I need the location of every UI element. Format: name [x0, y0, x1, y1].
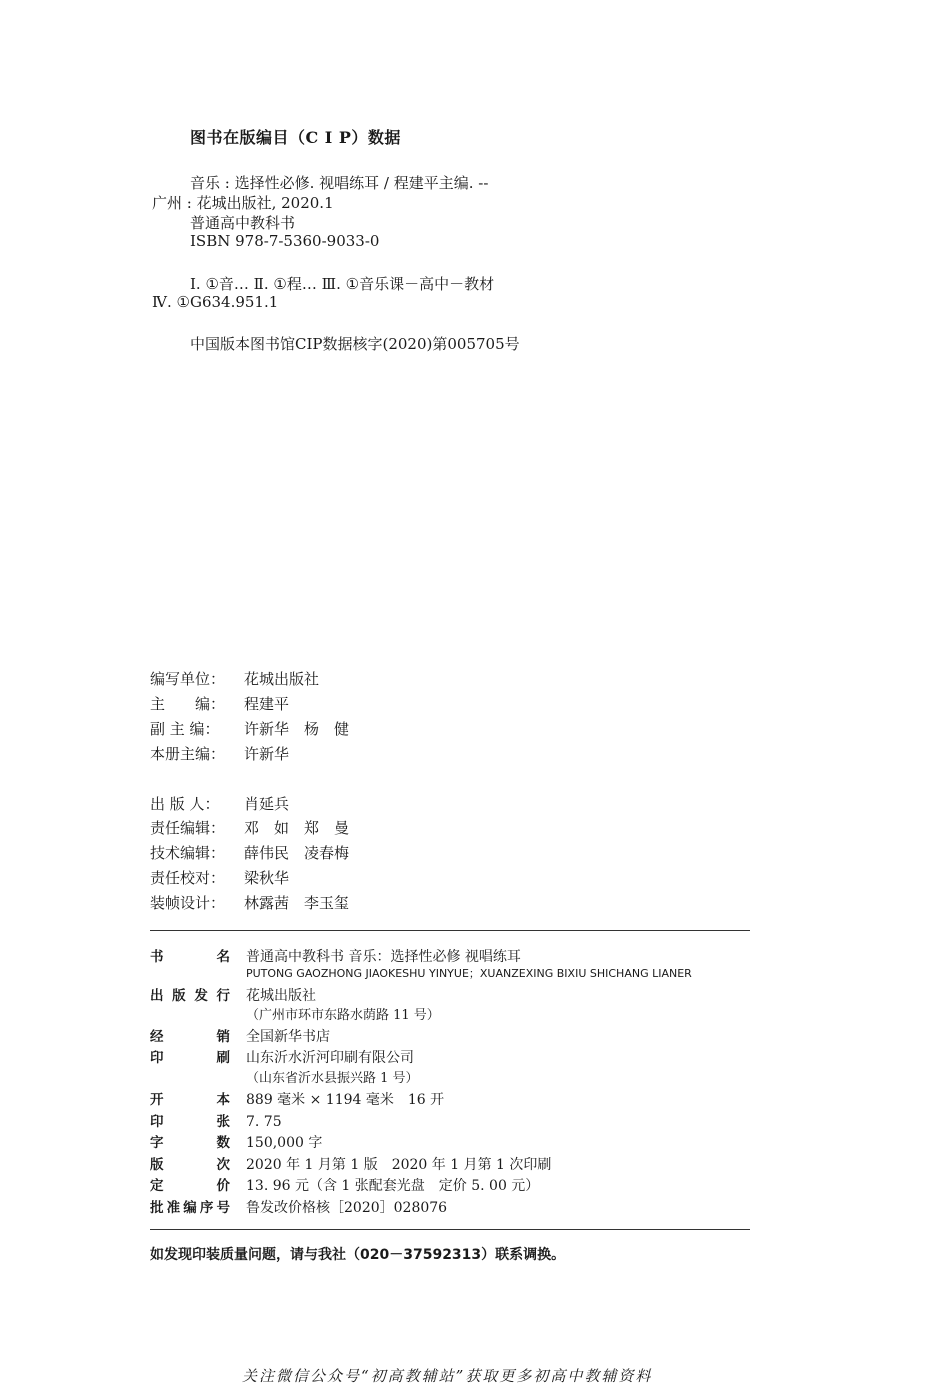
info-label: 字数 [150, 1135, 230, 1151]
info-row-approval [150, 1196, 447, 1217]
info-row-words [150, 1131, 322, 1152]
info-row-sheets [150, 1110, 282, 1130]
info-value: 889 毫米 × 1194 毫米 16 开 [246, 1092, 445, 1108]
info-row-price [150, 1174, 539, 1195]
credit-label: 编写单位： [150, 670, 226, 688]
info-value: 13. 96 元（含 1 张配套光盘 定价 5. 00 元） [246, 1178, 540, 1194]
credit-value: 许新华 [244, 745, 290, 763]
info-label: 经销 [150, 1029, 230, 1045]
footer-watermark-text: 关注微信公众号“初高教辅站”获取更多初高中教辅资料 [242, 1367, 653, 1385]
cip-line-2: 广州 : 花城出版社, 2020.1 [152, 194, 334, 212]
info-label: 版次 [150, 1157, 230, 1173]
credit-row [150, 743, 289, 764]
credit-label: 出 版 人： [150, 795, 220, 813]
info-value: 鲁发改价格核［2020］028076 [246, 1200, 448, 1216]
cip-line-3: 普通高中教科书 [190, 214, 296, 232]
credit-label: 本册主编： [150, 745, 226, 763]
credit-label: 责任编辑： [150, 819, 226, 837]
credit-value: 程建平 [244, 695, 290, 713]
credit-label: 责任校对： [150, 869, 226, 887]
credit-row [150, 817, 349, 838]
credit-value: 邓 如 郑 曼 [244, 819, 350, 837]
bottom-divider [150, 1229, 750, 1230]
info-label: 出版发行 [150, 988, 230, 1004]
credit-value: 花城出版社 [244, 670, 320, 688]
credit-label: 技术编辑： [150, 844, 226, 862]
info-value: 山东沂水沂河印刷有限公司 [246, 1050, 414, 1066]
cip-line-4: ISBN 978-7-5360-9033-0 [190, 232, 380, 250]
info-value: 2020 年 1 月第 1 版 2020 年 1 月第 1 次印刷 [246, 1157, 552, 1173]
info-row-publisher [150, 984, 316, 1005]
credit-row [150, 668, 319, 689]
credit-label: 副 主 编： [150, 720, 220, 738]
info-label: 印张 [150, 1114, 230, 1130]
credit-value: 林露茜 李玉玺 [244, 894, 350, 912]
info-label: 印刷 [150, 1050, 230, 1066]
info-value: 7. 75 [246, 1114, 282, 1130]
info-value: 普通高中教科书 音乐：选择性必修 视唱练耳 [246, 949, 521, 965]
info-row-format [150, 1088, 444, 1109]
info-row-edition [150, 1153, 551, 1174]
credit-label: 装帧设计： [150, 894, 226, 912]
credit-row [150, 718, 349, 739]
cip-line-6: Ⅳ. ①G634.951.1 [152, 293, 279, 311]
cip-line-5: Ⅰ. ①音… Ⅱ. ①程… Ⅲ. ①音乐课－高中－教材 [190, 275, 495, 293]
cip-line-7: 中国版本图书馆CIP数据核字(2020)第005705号 [190, 335, 520, 353]
credit-value: 梁秋华 [244, 869, 290, 887]
credit-row [150, 693, 289, 714]
cip-title: 图书在版编目（C I P）数据 [190, 128, 401, 147]
credit-label: 主 编： [150, 695, 226, 713]
info-value: 花城出版社 [246, 988, 316, 1004]
info-row-distributor [150, 1025, 330, 1046]
credit-row [150, 892, 349, 913]
info-label: 书名 [150, 949, 230, 965]
top-divider [150, 930, 750, 931]
info-label: 定价 [150, 1178, 230, 1194]
credit-row [150, 842, 349, 863]
credit-row [150, 867, 289, 888]
info-row-book-name [150, 945, 521, 966]
book-pinyin: PUTONG GAOZHONG JIAOKESHU YINYUE；XUANZEXING BIXIU SHICHANG LIANER [246, 967, 692, 980]
credit-value: 肖延兵 [244, 795, 290, 813]
cip-line-1: 音乐 : 选择性必修. 视唱练耳 / 程建平主编. -- [190, 174, 489, 192]
info-label: 批准编序号 [150, 1200, 230, 1216]
publisher-address: （广州市环市东路水荫路 11 号） [246, 1008, 440, 1023]
info-row-printer [150, 1046, 414, 1067]
info-label: 开本 [150, 1092, 230, 1108]
quality-notice: 如发现印装质量问题，请与我社（020－37592313）联系调换。 [150, 1247, 566, 1263]
credit-value: 薛伟民 凌春梅 [244, 844, 350, 862]
info-value: 全国新华书店 [246, 1029, 330, 1045]
credit-row [150, 793, 289, 814]
credit-value: 许新华 杨 健 [244, 720, 350, 738]
info-value: 150,000 字 [246, 1135, 323, 1151]
printer-address: （山东省沂水县振兴路 1 号） [246, 1071, 419, 1086]
